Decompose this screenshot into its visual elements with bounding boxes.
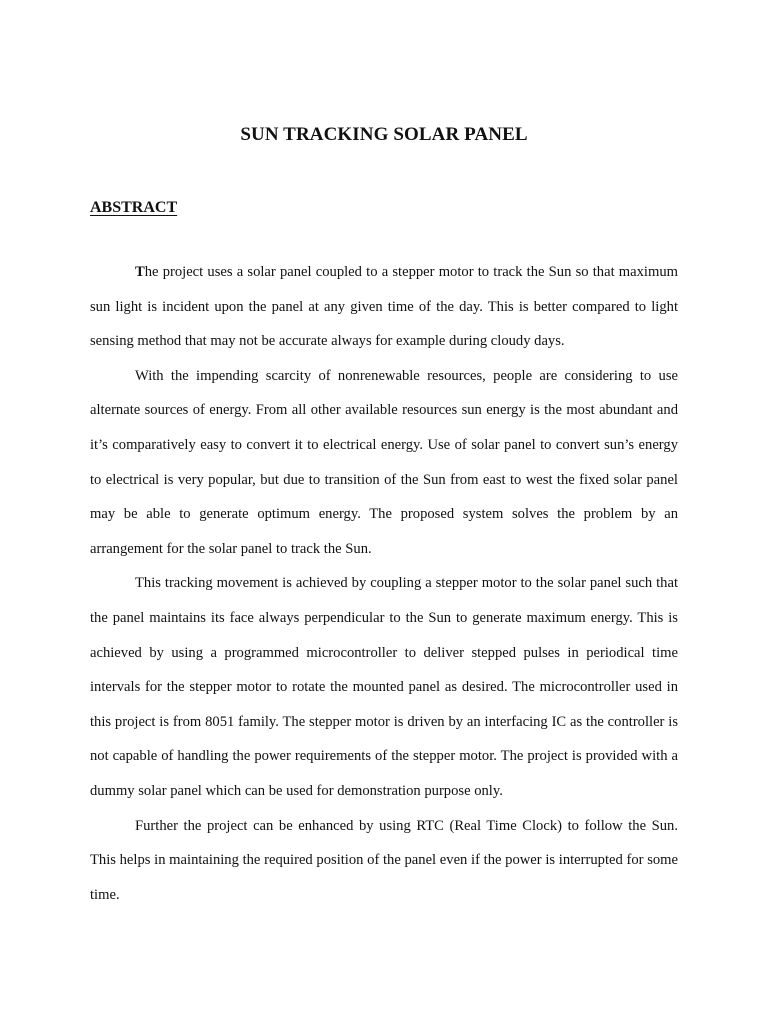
section-heading-abstract: ABSTRACT bbox=[90, 199, 178, 216]
document-title: SUN TRACKING SOLAR PANEL bbox=[240, 124, 528, 145]
paragraph-1-first-letter: T bbox=[135, 264, 145, 280]
abstract-body bbox=[90, 255, 678, 912]
paragraph-4: Further the project can be enhanced by using RTC (Real Time Clock) to follow the Sun. This helps in maintaining the required position of the panel even if the power is interrupted for some time. bbox=[90, 817, 678, 903]
paragraph-1-text: he project uses a solar panel coupled to a stepper motor to track the Sun so that maximum sun light is incident upon the panel at any given time of the day. This is better compared to light sensing method that may not be accurate always for example during cloudy days. bbox=[90, 264, 678, 350]
paragraph-2: With the impending scarcity of nonrenewable resources, people are considering to use alternate sources of energy. From all other available resources sun energy is the most abundant and it’s comparatively easy to convert it to electrical energy. Use of solar panel to convert sun’s energy to electrical is very popular, but due to transition of the Sun from east to west the fixed solar panel may be able to generate optimum energy. The proposed system solves the problem by an arrangement for the solar panel to track the Sun. bbox=[90, 367, 678, 557]
paragraph-1 bbox=[90, 255, 678, 359]
paragraph-3: This tracking movement is achieved by coupling a stepper motor to the solar panel such that the panel maintains its face always perpendicular to the Sun to generate maximum energy. This is achieved by using a programmed microcontroller to deliver stepped pulses in periodical time intervals for the stepper motor to rotate the mounted panel as desired. The microcontroller used in this project is from 8051 family. The stepper motor is driven by an interfacing IC as the controller is not capable of handling the power requirements of the stepper motor. The project is provided with a dummy solar panel which can be used for demonstration purpose only. bbox=[90, 575, 678, 799]
